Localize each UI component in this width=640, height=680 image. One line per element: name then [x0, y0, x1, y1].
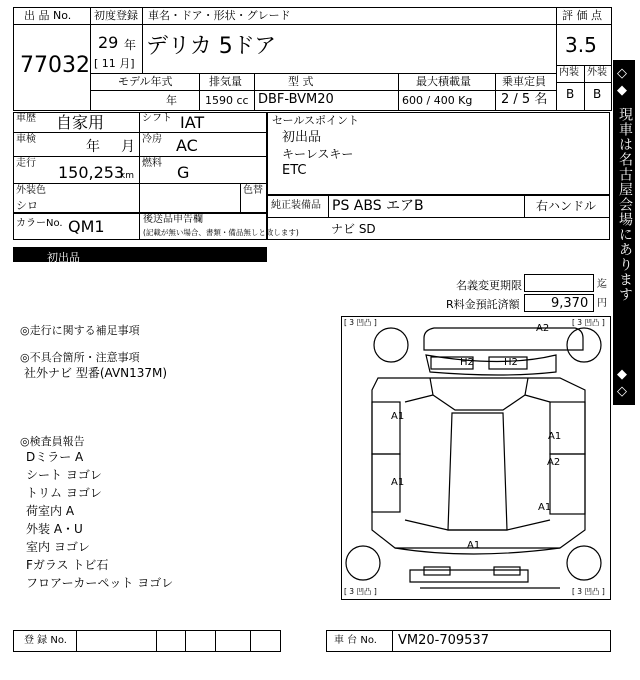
mileage-value: 150,253 — [58, 163, 125, 182]
shift-value: IAT — [180, 113, 205, 132]
model-year-label: モデル年式 — [118, 75, 173, 88]
pillar-right — [525, 395, 550, 402]
inspector-item: Fガラス トビ石 — [26, 558, 109, 572]
ac-value: AC — [176, 136, 198, 155]
mark-right-rear-door: A1 — [538, 502, 552, 513]
usage-label: 車歴 — [16, 113, 36, 124]
docs-note: (記載が無い場合、書類・備品無しと致します) — [143, 228, 299, 237]
shift-label: シフト — [142, 113, 172, 124]
roof — [448, 413, 507, 530]
first-reg-label: 初度登録 — [94, 9, 138, 22]
chassis-label: 車 台 No. — [334, 635, 377, 646]
defect-item: 社外ナビ 型番(AVN137M) — [24, 366, 168, 380]
sales-point-label: セールスポイント — [272, 114, 360, 127]
type-value: DBF-BVM20 — [258, 92, 334, 107]
front-left-wheel — [374, 328, 408, 362]
capacity-label: 乗車定員 — [502, 75, 546, 88]
usage-value: 自家用 — [56, 113, 105, 132]
rear-right-wheel — [567, 546, 601, 580]
capacity-value: 2 / 5 名 — [501, 92, 548, 107]
inspector-item: シート ヨゴレ — [26, 468, 102, 482]
left-front-door — [372, 402, 400, 454]
sales-point-2: キーレスキー — [282, 147, 354, 161]
score-value: 3.5 — [565, 33, 597, 57]
tailgate — [405, 520, 550, 530]
car-name: デリカ 5ドア — [146, 34, 277, 59]
mark-right-mid: A2 — [547, 457, 561, 468]
pillar-left — [405, 395, 433, 402]
ext-color-label: 外装色 — [16, 185, 46, 196]
mark-left-rear-door: A1 — [391, 477, 405, 488]
recycle-label: R料金預託済額 — [446, 298, 520, 311]
reg-no-label: 登 録 No. — [24, 635, 67, 646]
mark-front-bumper: A2 — [536, 323, 550, 334]
front-right-wheel — [567, 328, 601, 362]
fuel-value: G — [177, 163, 190, 182]
interior-label: 内装 — [559, 67, 579, 78]
mark-tailgate: A1 — [467, 540, 481, 551]
windshield — [430, 378, 528, 410]
mileage-unit: km — [120, 171, 134, 181]
color-no-value: QM1 — [68, 217, 105, 236]
side-notice-diamond-top-2: ◆ — [617, 83, 627, 98]
reg-year-unit: 年 — [124, 38, 137, 52]
color-no-label: カラーNo. — [16, 218, 63, 229]
inspector-title: ◎検査員報告 — [20, 435, 85, 448]
ac-label: 冷房 — [142, 134, 162, 145]
side-notice-text: 現車は名古屋会場にあります — [617, 107, 633, 302]
inspector-item: Dミラー A — [26, 450, 84, 464]
name-change-suffix: 迄 — [597, 279, 607, 290]
mark-left-front-door: A1 — [391, 411, 405, 422]
inspection-year: 年 — [86, 139, 100, 155]
chassis-value: VM20-709537 — [398, 633, 489, 648]
rear-lamp — [494, 567, 520, 575]
mileage-label: 走行 — [16, 158, 36, 169]
rear-bumper — [410, 570, 528, 582]
first-listing-badge-text: 初出品 — [47, 251, 80, 264]
defects-title: ◎不具合箇所・注意事項 — [20, 351, 140, 364]
reg-year: 29 — [98, 33, 119, 52]
interior-grade: B — [566, 87, 575, 101]
inspector-item: トリム ヨゴレ — [26, 486, 102, 500]
inspector-item: 荷室内 A — [26, 504, 75, 518]
front-bumper — [424, 328, 583, 350]
load-value: 600 / 400 Kg — [402, 94, 473, 107]
docs-label: 後送品申告欄 — [143, 214, 203, 225]
exterior-label: 外装 — [587, 67, 607, 78]
color-change-label: 色替 — [243, 185, 263, 196]
ext-color-value: シロ — [16, 199, 38, 212]
inspector-item: フロアーカーペット ヨゴレ — [26, 576, 174, 590]
right-front-door — [550, 402, 585, 454]
fuel-label: 燃料 — [142, 158, 162, 169]
reg-month: [ 11 月] — [94, 57, 135, 70]
handle-value: 右ハンドル — [536, 199, 597, 213]
displacement-label: 排気量 — [209, 75, 242, 88]
rear-plate — [424, 567, 450, 575]
rear-left-wheel — [346, 546, 380, 580]
displacement-value: 1590 cc — [205, 94, 249, 107]
equipment-value: PS ABS エアB — [332, 198, 424, 214]
car-name-label: 車名・ドア・形状・グレード — [148, 9, 291, 22]
sales-point-3: ETC — [282, 163, 307, 178]
exterior-grade: B — [593, 87, 602, 101]
hood — [426, 355, 556, 375]
inspector-item: 外装 A・U — [26, 522, 83, 536]
corner-label-tr: [ 3 凹凸 ] — [572, 318, 605, 327]
lot-label: 出 品 No. — [24, 9, 72, 22]
sales-point-1: 初出品 — [282, 130, 322, 145]
name-change-label: 名義変更期限 — [456, 279, 522, 292]
mark-h2-right: H2 — [504, 357, 518, 368]
load-label: 最大積載量 — [416, 75, 471, 88]
corner-label-br: [ 3 凹凸 ] — [572, 587, 605, 596]
navi-value: ナビ SD — [331, 222, 376, 236]
inspection-month: 月 — [121, 139, 135, 155]
corner-label-bl: [ 3 凹凸 ] — [344, 587, 377, 596]
score-label: 評 価 点 — [562, 9, 602, 22]
recycle-amount: 9,370 — [551, 296, 589, 311]
mark-h2-left: H2 — [460, 357, 474, 368]
driving-notes-title: ◎走行に関する補足事項 — [20, 324, 140, 337]
side-notice-diamond-bottom-2: ◇ — [617, 384, 627, 399]
equipment-label: 純正装備品 — [271, 200, 321, 211]
model-year-unit: 年 — [166, 94, 177, 107]
inspector-item: 室内 ヨゴレ — [26, 540, 90, 554]
mark-right-front-door: A1 — [548, 431, 562, 442]
side-notice-diamond-bottom: ◆ — [617, 367, 627, 382]
type-label: 型 式 — [288, 75, 314, 88]
side-notice-diamond-top: ◇ — [617, 66, 627, 81]
inspection-label: 車検 — [16, 134, 36, 145]
corner-label-tl: [ 3 凹凸 ] — [344, 318, 377, 327]
recycle-unit: 円 — [597, 298, 607, 309]
lot-number: 77032 — [20, 53, 90, 78]
